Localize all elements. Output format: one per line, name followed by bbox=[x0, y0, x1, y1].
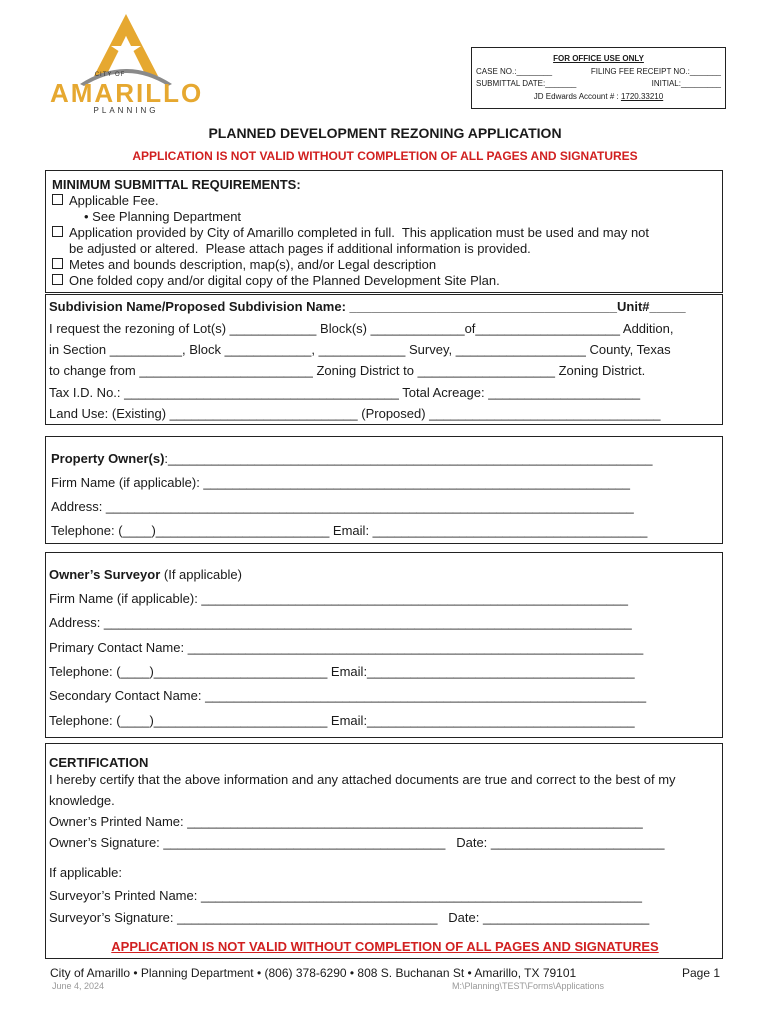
owner-printed-name-field[interactable]: Owner’s Printed Name: _______________________________________________________________ bbox=[49, 814, 643, 829]
filing-fee-field[interactable]: FILING FEE RECEIPT NO.:_______ bbox=[590, 67, 721, 76]
requirements-heading: MINIMUM SUBMITTAL REQUIREMENTS: bbox=[52, 177, 301, 192]
requirement-item-fee bbox=[52, 193, 159, 208]
certification-box bbox=[45, 743, 723, 959]
page-title: PLANNED DEVELOPMENT REZONING APPLICATION bbox=[208, 125, 562, 141]
footer-date: June 4, 2024 bbox=[52, 981, 105, 991]
footer-validity-notice: APPLICATION IS NOT VALID WITHOUT COMPLETION OF ALL PAGES AND SIGNATURES bbox=[111, 939, 659, 954]
certification-heading: CERTIFICATION bbox=[49, 755, 149, 770]
subdivision-box bbox=[45, 294, 723, 425]
office-use-row-2 bbox=[476, 78, 721, 90]
surveyor-heading-label: Owner’s Surveyor bbox=[49, 567, 161, 582]
surveyor-printed-name-field[interactable]: Surveyor’s Printed Name: _____________________________________________________________ bbox=[49, 888, 642, 903]
owner-firm-name-field[interactable]: Firm Name (if applicable): ___________________________________________________________ bbox=[51, 475, 630, 490]
surveyor-heading bbox=[49, 567, 242, 582]
requirement-label: One folded copy and/or digital copy of the Planned Development Site Plan. bbox=[69, 273, 500, 288]
rezoning-lots-field[interactable]: I request the rezoning of Lot(s) ____________ Block(s) _____________of____________________ Addition, bbox=[49, 321, 674, 336]
owner-address-field[interactable]: Address: _________________________________________________________________________ bbox=[51, 499, 634, 514]
surveyor-heading-note: (If applicable) bbox=[160, 567, 242, 582]
jd-edwards-label: JD Edwards Account # : bbox=[533, 92, 621, 101]
tax-id-field[interactable]: Tax I.D. No.: ______________________________________ Total Acreage: _____________________ bbox=[49, 385, 641, 400]
footer-file-path: M:\Planning\TEST\Forms\Applications bbox=[452, 981, 605, 991]
primary-telephone-email-field[interactable]: Telephone: (____)________________________ Email:_____________________________________ bbox=[49, 664, 635, 679]
section-block-field[interactable]: in Section __________, Block ____________, ____________ Survey, __________________ County, Texas bbox=[49, 342, 671, 357]
owners-surveyor-box bbox=[45, 552, 723, 738]
primary-contact-field[interactable]: Primary Contact Name: _______________________________________________________________ bbox=[49, 640, 644, 655]
requirement-sub-label: See Planning Department bbox=[92, 209, 242, 224]
office-use-box bbox=[471, 47, 726, 109]
secondary-telephone-email-field[interactable]: Telephone: (____)________________________ Email:_____________________________________ bbox=[49, 713, 635, 728]
requirement-subitem: • See Planning Department bbox=[84, 209, 242, 224]
surveyor-signature-field[interactable]: Surveyor’s Signature: ____________________________________ Date: _______________________ bbox=[49, 910, 650, 925]
office-use-title: FOR OFFICE USE ONLY bbox=[553, 54, 644, 63]
office-use-row-1 bbox=[476, 66, 721, 78]
submittal-date-field[interactable]: SUBMITTAL DATE:_______ bbox=[476, 79, 577, 88]
requirement-item-application-cont: be adjusted or altered. Please attach pages if additional information is provided. bbox=[69, 241, 531, 256]
requirement-checkbox[interactable] bbox=[52, 258, 63, 269]
requirement-item-site-plan bbox=[52, 273, 500, 288]
requirement-label: Application provided by City of Amarillo completed in full. This application must be used and may not bbox=[69, 225, 650, 240]
secondary-contact-field[interactable]: Secondary Contact Name: _____________________________________________________________ bbox=[49, 688, 647, 703]
certification-text-cont: knowledge. bbox=[49, 793, 115, 808]
land-use-field[interactable]: Land Use: (Existing) __________________________ (Proposed) ________________________________ bbox=[49, 406, 661, 421]
property-owner-field[interactable] bbox=[51, 451, 652, 466]
requirement-checkbox[interactable] bbox=[52, 194, 63, 205]
subdivision-name-blank: : _____________________________________Unit#_____ bbox=[341, 299, 686, 314]
validity-notice: APPLICATION IS NOT VALID WITHOUT COMPLETION OF ALL PAGES AND SIGNATURES bbox=[132, 149, 638, 163]
footer-address: City of Amarillo • Planning Department • (806) 378-6290 • 808 S. Buchanan St • Amarillo, TX 79101 bbox=[50, 966, 577, 980]
submittal-requirements-box bbox=[45, 170, 723, 293]
requirement-checkbox[interactable] bbox=[52, 226, 63, 237]
owner-telephone-email-field[interactable]: Telephone: (____)________________________ Email: ______________________________________ bbox=[51, 523, 648, 538]
logo-wordmark: AMARILLO bbox=[50, 78, 204, 108]
subdivision-name-label: Subdivision Name/Proposed Subdivision Name bbox=[49, 299, 342, 314]
surveyor-address-field[interactable]: Address: _________________________________________________________________________ bbox=[49, 615, 632, 630]
jd-edwards-value: 1720.33210 bbox=[620, 92, 664, 101]
property-owner-blank: :___________________________________________________________________ bbox=[164, 451, 653, 466]
subdivision-name-field[interactable] bbox=[49, 299, 686, 314]
jd-edwards-account bbox=[472, 91, 725, 103]
property-owner-label: Property Owner(s) bbox=[51, 451, 165, 466]
if-applicable-label: If applicable: bbox=[49, 865, 122, 880]
initial-field[interactable]: INITIAL:_________ bbox=[651, 79, 721, 88]
logo-city-of: CITY OF bbox=[94, 72, 126, 78]
page-number: Page 1 bbox=[682, 966, 721, 980]
requirement-label: Metes and bounds description, map(s), and/or Legal description bbox=[69, 257, 437, 272]
requirement-label: Applicable Fee. bbox=[69, 193, 159, 208]
case-no-field[interactable]: CASE NO.:________ bbox=[476, 67, 553, 76]
owner-signature-field[interactable]: Owner’s Signature: _______________________________________ Date: ________________________ bbox=[49, 835, 665, 850]
requirement-item-application bbox=[52, 225, 649, 240]
property-owner-box bbox=[45, 436, 723, 544]
logo-department: PLANNING bbox=[93, 106, 159, 115]
zoning-change-field[interactable]: to change from ________________________ Zoning District to ___________________ Zoning District. bbox=[49, 363, 646, 378]
certification-text: I hereby certify that the above information and any attached documents are true and correct to the best of my bbox=[49, 772, 676, 787]
requirement-checkbox[interactable] bbox=[52, 274, 63, 285]
surveyor-firm-name-field[interactable]: Firm Name (if applicable): ___________________________________________________________ bbox=[49, 591, 628, 606]
requirement-item-metes bbox=[52, 257, 436, 272]
